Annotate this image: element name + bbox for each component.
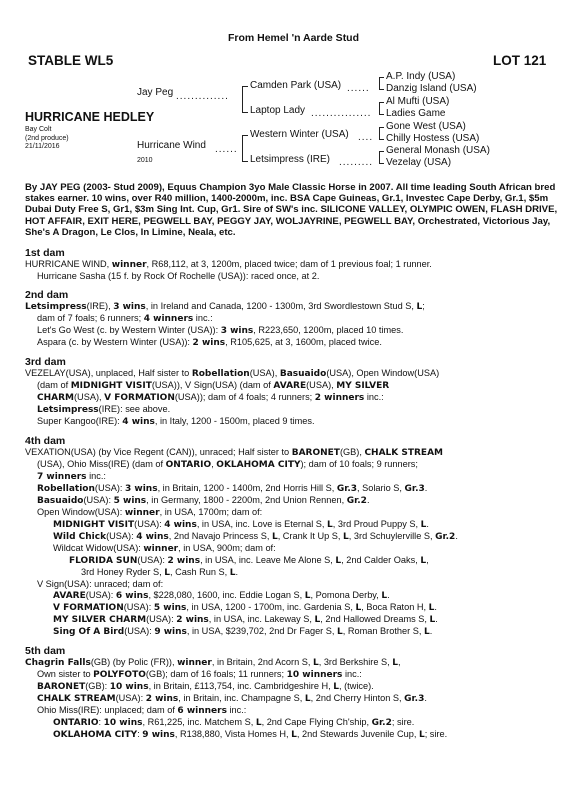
bold-text: L [327,520,333,531]
bold-text: Basuaido [37,496,84,507]
family-line [25,519,573,531]
bold-text: 2 wins [167,556,201,567]
family-line [25,681,573,693]
text: , Solario S, [357,483,405,494]
text: , (twice). [339,681,374,692]
text: , [426,555,429,566]
bold-text: L [392,658,398,669]
text: , 2nd Navajo Princess S, [168,531,272,542]
text: . [235,567,239,578]
text: . [424,483,428,494]
text: ; sire. [391,717,415,728]
family-line [25,614,573,626]
bold-text: L [291,730,297,741]
text: . [387,590,390,601]
family-line [25,392,573,404]
text: . [434,602,437,613]
bold-text: AVARE [273,381,307,392]
bold-text: L [420,520,427,531]
section-title: 5th dam [25,645,66,658]
family-line [25,416,573,428]
family-section [25,645,573,741]
bold-text: 4 wins [164,520,197,531]
dot-leader: ................ [311,108,372,119]
bold-text: 2 wins [145,694,179,705]
bold-text: AVARE [53,591,86,602]
sire-sire-sire: A.P. Indy (USA) [386,71,456,82]
bracket-line [242,161,248,162]
text: , R223,650, 1200m, placed 10 times. [253,325,404,336]
text: , R138,880, Vista Homes H, [174,729,292,740]
bracket-line [379,151,384,152]
bold-text: 3 wins [113,302,146,313]
bold-text: L [420,556,427,567]
text: , in Italy, 1200 - 1500m, placed 9 times. [154,416,315,427]
bold-text: Gr.2 [346,496,367,507]
family-line [25,555,573,567]
text: , R68,112, at 3, 1200m, placed twice; dam of 1 previous foal; 1 runner. [146,259,432,270]
text: Aspara (c. by Western Winter (USA)): [37,337,193,348]
bracket-line [242,135,243,162]
bracket-line [379,127,384,128]
family-line [25,693,573,705]
text: (USA): [83,495,114,506]
family-line [25,543,573,555]
bold-text: MY SILVER CHARM [53,615,147,626]
family-section [25,289,573,349]
text: , $228,080, 1600, inc. Eddie Logan S, [148,590,305,601]
bold-text: 5 wins [113,496,147,507]
text: , in Britain, £113,754, inc. Cambridgeshire H, [148,681,334,692]
family-line [25,301,573,313]
text: Let's Go West (c. by Western Winter (USA)): [37,325,221,336]
family-line [25,471,573,483]
bold-text: 10 wins [109,682,149,693]
text: , R61,225, inc. Matchem S, [142,717,256,728]
text: (USA): [115,693,146,704]
bold-text: Robellation [191,369,250,380]
text: (USA): [106,531,137,542]
text: VEZELAY(USA), unplaced, Half sister to [25,368,192,379]
text: inc.: [86,471,106,482]
text: (IRE): see above. [98,404,171,415]
text: Open Window(USA): [37,507,125,518]
dam-dam-sire: General Monash (USA) [386,145,490,156]
text: inc.: [226,705,247,716]
dot-leader: ...... [215,144,238,155]
dam-sire-sire: Gone West (USA) [386,121,466,132]
bracket-line [242,112,248,113]
bold-text: winner [177,658,212,669]
bold-text: 6 wins [115,591,149,602]
bold-text: FLORIDA SUN [69,556,138,567]
text: , 2nd Stewards Juvenile Cup, [296,729,419,740]
bold-text: V FORMATION [104,393,175,404]
text: , in Britain, 1200 - 1400m, 2nd Horris Hill S, [157,483,337,494]
bold-text: 2 wins [192,338,226,349]
family-line [25,602,573,614]
bold-text: Letsimpress [37,405,99,416]
sire-sire: Camden Park (USA) [250,80,342,91]
text: (USA), [306,380,337,391]
bold-text: L [255,718,262,729]
text: , in USA, inc. Lakeway S, [208,614,315,625]
family-line [25,626,573,638]
text: , Boca Raton H, [361,602,429,613]
bold-text: BARONET [291,448,340,459]
bold-text: L [335,556,342,567]
text: (USA)); dam of 4 foals; 4 runners; [174,392,315,403]
text: Own sister to [37,669,94,680]
text: , in USA, inc. Love is Eternal S, [196,519,328,530]
text: inc.: [364,392,384,403]
bold-text: Gr.2 [371,718,392,729]
section-title: 1st dam [25,247,65,260]
bold-text: 2 wins [176,615,209,626]
family-line [25,313,573,325]
bold-text: MIDNIGHT VISIT [53,520,135,531]
family-line [25,590,573,602]
family-section [25,247,573,282]
dam-sire: Western Winter (USA) [250,129,349,140]
dam-dam: Letsimpress (IRE) [250,154,331,165]
family-line [25,657,573,669]
bracket-line [242,86,248,87]
text: , in Britain, inc. Champagne S, [178,693,305,704]
sire-sire-dam: Danzig Island (USA) [386,83,477,94]
text: . [426,519,429,530]
text: (USA): [137,555,168,566]
bold-text: 2 winners [314,393,365,404]
text: Super Kangoo(IRE): [37,416,123,427]
text: (GB): [85,681,110,692]
bracket-line [379,139,384,140]
dam-year: 2010 [137,157,153,164]
family-line [25,531,573,543]
bold-text: winner [124,508,160,519]
bold-text: 10 wins [103,718,143,729]
horse-produce: (2nd produce) [25,134,69,142]
sire-dam-sire: Al Mufti (USA) [386,96,450,107]
bold-text: 7 winners [37,472,87,483]
text: Hurricane Sasha (15 f. by Rock Of Rochelle (USA)): raced once, at 2. [37,271,320,282]
horse-foaling-date: 21/11/2016 [25,143,60,150]
sire-dam: Laptop Lady [250,105,306,116]
bold-text: L [355,603,362,614]
bold-text: L [423,627,430,638]
bold-text: BARONET [37,682,86,693]
family-line [25,380,573,392]
text: (USA): [124,626,155,637]
dam-dam-dam: Vezelay (USA) [386,157,452,168]
text: (USA): [123,602,154,613]
text: , in Ireland and Canada, 1200 - 1300m, 3rd Swordlestown Stud S, [145,301,417,312]
bold-text: L [164,568,170,579]
bold-text: CHARM [37,393,74,404]
bold-text: 10 winners [286,670,343,681]
text: HURRICANE WIND, [25,259,112,270]
dot-leader: ...... [347,83,370,94]
bold-text: L [343,532,349,543]
text: . [455,531,458,542]
bold-text: 4 winners [143,314,194,325]
bold-text: Sing Of A Bird [53,627,125,638]
text: (USA): [146,614,177,625]
bold-text: winner [111,260,147,271]
bold-text: L [429,615,436,626]
bracket-line [379,114,384,115]
bold-text: Wild Chick [53,532,107,543]
bold-text: L [312,658,319,669]
bracket-line [379,77,384,78]
text: Ohio Miss(IRE): unplaced; dam of [37,705,178,716]
dot-leader: ......... [339,157,374,168]
family-line [25,368,573,380]
bold-text: Gr.3 [336,484,358,495]
family-line [25,259,573,271]
bold-text: L [337,627,343,638]
text: (USA): [85,590,116,601]
text: , Cash Run S, [170,567,230,578]
family-line [25,717,573,729]
vendor-heading: From Hemel 'n Aarde Stud [227,32,360,44]
text: , 2nd Calder Oaks, [341,555,421,566]
text: , in USA, $239,702, 2nd Dr Fager S, [186,626,338,637]
text: , 3rd Schuylerville S, [348,531,436,542]
bold-text: CHALK STREAM [37,694,116,705]
sire: Jay Peg [137,87,174,98]
bold-text: 6 winners [177,706,227,717]
text: : [137,729,143,740]
text: (IRE), [86,301,114,312]
sire-dam-dam: Ladies Game [386,108,446,119]
bold-text: Letsimpress [25,302,87,313]
text: , Roman Brother S, [342,626,424,637]
bold-text: L [381,591,388,602]
family-line [25,507,573,519]
text: , in USA, 1700m; dam of: [159,507,263,518]
text: , 2nd Cape Flying Ch'ship, [261,717,372,728]
bold-text: 3 wins [125,484,158,495]
text: , 2nd Hallowed Dreams S, [320,614,430,625]
text: , in USA, 1200 - 1700m, inc. Gardenia S, [186,602,356,613]
bracket-line [379,89,384,90]
bold-text: ONTARIO [165,460,212,471]
text: . [366,495,370,506]
bold-text: L [416,302,423,313]
bold-text: L [418,730,425,741]
text: dam of 7 foals; 6 runners; [37,313,144,324]
text: (GB), [339,447,365,458]
bold-text: CHALK STREAM [364,448,444,459]
bold-text: L [229,568,236,579]
section-title: 4th dam [25,435,66,448]
dot-leader: .............. [176,91,229,102]
family-section [25,356,573,428]
text: (USA), Open Window(USA) [326,368,440,379]
bold-text: OKLAHOMA CITY [216,460,301,471]
bold-text: 9 wins [154,627,187,638]
text: , Crank It Up S, [277,531,344,542]
family-line [25,483,573,495]
text: (USA)), V Sign(USA) (dam of [151,380,274,391]
family-section [25,435,573,638]
bold-text: V FORMATION [53,603,124,614]
text: (USA), [74,392,105,403]
text: VEXATION(USA) (by Vice Regent (CAN)), unraced; Half sister to [25,447,292,458]
horse-details [25,126,105,152]
section-title: 2nd dam [25,289,69,302]
text: . [424,693,427,704]
lot-number: LOT 121 [493,53,547,68]
text: inc.: [193,313,213,324]
text: , 2nd Cherry Hinton S, [310,693,405,704]
dot-leader: .... [358,132,374,143]
family-sections [25,247,573,741]
family-line [25,567,573,579]
text: (USA), [249,368,280,379]
bold-text: 3 wins [220,326,254,337]
text: 3rd Honey Ryder S, [81,567,165,578]
stable-label: STABLE WL5 [28,53,114,68]
text: inc.: [342,669,362,680]
bracket-line [242,135,248,136]
text: V Sign(USA): unraced; dam of: [37,579,164,590]
bold-text: POLYFOTO [93,670,146,681]
bracket-line [379,163,384,164]
text: , [211,459,217,470]
text: . [435,614,438,625]
bold-text: Gr.3 [404,484,425,495]
text: : [98,717,104,728]
bold-text: 9 wins [142,730,175,741]
bold-text: 4 wins [122,417,155,428]
family-line [25,337,573,349]
text: (GB) (by Polic (FR)), [90,657,178,668]
dam-sire-dam: Chilly Hostess (USA) [386,133,480,144]
bracket-line [379,102,384,103]
sire-summary: By JAY PEG (2003- Stud 2009), Equus Champion 3yo Male Classic Horse in 2007. All time leading South African bred stakes earner. 10 wins, over R40 million, 1400-2000m, inc. BSA Cape Guineas, Gr.1, Investec Cape Derby, Gr.1, $5m Dubai Duty Free S, Gr1, $3m Sing Int. Cup, Gr1. Sire of SW's inc. SILICONE VALLEY, OLYMPIC OWEN, FLASH DRIVE, HOT AFFAIR, EXIT HERE, PEGWELL BAY, PEGGY JAY, WOLJAYRINE, PEGWELL BAY, Orchestrated, Victorious Jay, She's A Dragon, Le Clos, In Limine, Neala, etc. [25,182,558,238]
family-line [25,459,573,471]
text: ; [422,301,425,312]
text: , in USA, inc. Leave Me Alone S, [200,555,336,566]
text: , in Germany, 1800 - 2200m, 2nd Union Rennen, [146,495,347,506]
text: . [429,626,433,637]
bold-text: MY SILVER [336,381,390,392]
horse-name: HURRICANE HEDLEY [25,110,155,124]
text: ; sire. [424,729,448,740]
bold-text: ONTARIO [53,718,99,729]
dam: Hurricane Wind [137,140,206,151]
bold-text: Gr.2 [435,532,456,543]
text: ); dam of 10 foals; 9 runners; [300,459,418,470]
bold-text: L [271,532,278,543]
family-line [25,705,573,717]
family-line [25,325,573,337]
bold-text: Robellation [37,484,95,495]
text: (USA): [134,519,165,530]
family-line [25,495,573,507]
text: , in Britain, 2nd Acorn S, [211,657,313,668]
bold-text: OKLAHOMA CITY [53,730,138,741]
text: (GB); dam of 16 foals; 11 runners; [145,669,287,680]
family-line [25,447,573,459]
bold-text: L [314,615,321,626]
text: (dam of [37,380,71,391]
catalogue-body [25,182,573,748]
bold-text: L [304,694,311,705]
bold-text: Basuaido [279,369,327,380]
bold-text: 5 wins [153,603,187,614]
section-title: 3rd dam [25,356,66,369]
text: , 3rd Proud Puppy S, [332,519,421,530]
text: (USA): [94,483,126,494]
bold-text: 4 wins [136,532,169,543]
bold-text: L [333,682,340,693]
bold-text: winner [143,544,179,555]
text: , R105,625, at 3, 1600m, placed twice. [225,337,382,348]
bold-text: L [428,603,435,614]
family-line [25,579,573,590]
bold-text: Gr.3 [404,694,425,705]
bold-text: L [304,591,311,602]
bold-text: Chagrin Falls [25,658,91,669]
family-line [25,729,573,741]
text: , in USA, 900m; dam of: [178,543,276,554]
text: Wildcat Widow(USA): [53,543,144,554]
text: (USA), Ohio Miss(IRE) (dam of [37,459,166,470]
bold-text: MIDNIGHT VISIT [70,381,152,392]
bracket-line [242,86,243,113]
horse-colour-sex: Bay Colt [25,126,52,133]
family-line [25,404,573,416]
text: , 3rd Berkshire S, [318,657,393,668]
text: , Pomona Derby, [310,590,382,601]
family-line [25,669,573,681]
family-line [25,271,573,282]
text: , [398,657,401,668]
